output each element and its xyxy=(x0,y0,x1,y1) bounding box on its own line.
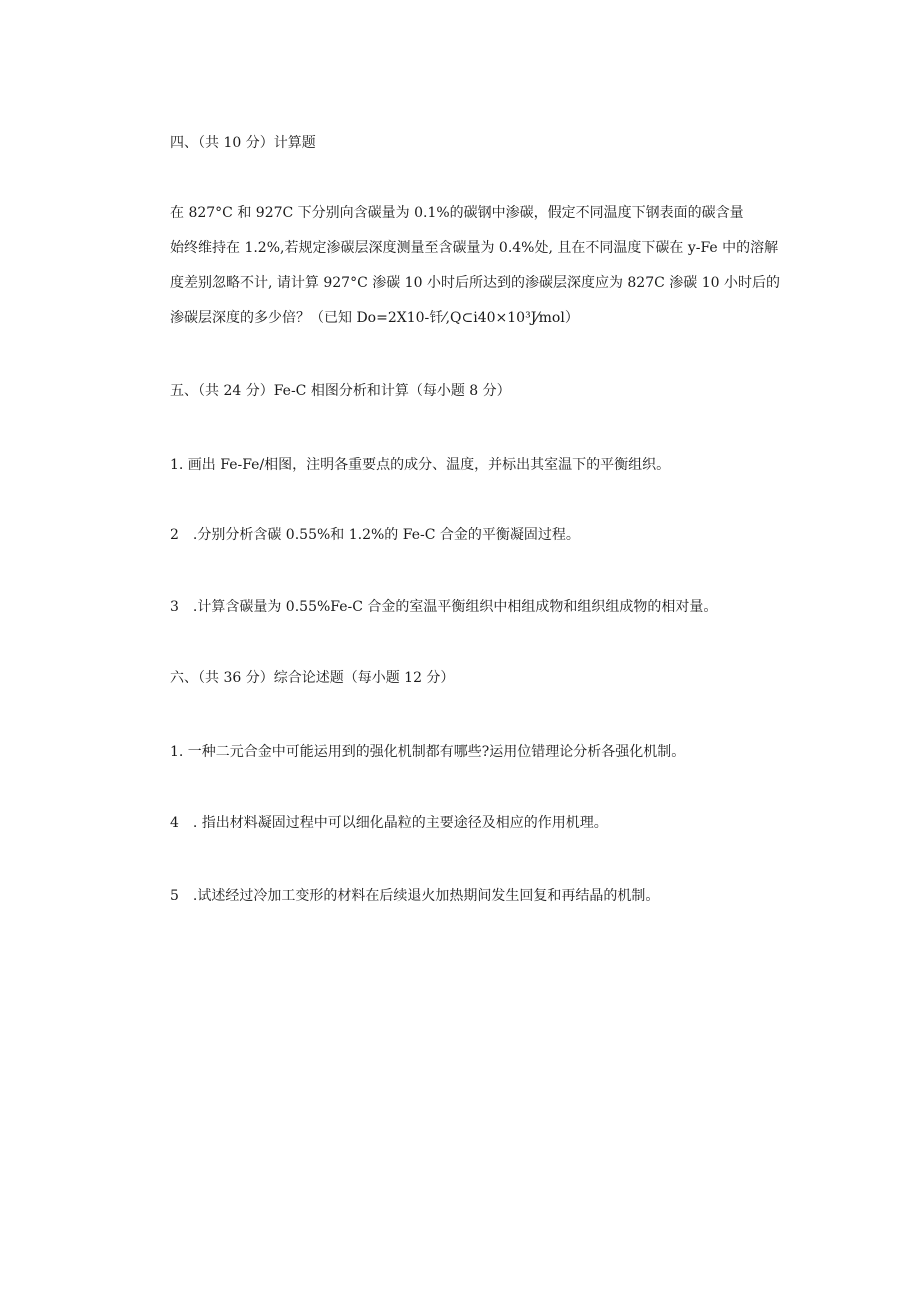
section-4-heading: 四、（共 10 分）计算题 xyxy=(170,135,316,151)
section-5-item-3: 3 .计算含碳量为 0.55%Fe-C 合金的室温平衡组织中相组成物和组织组成物的相对量。 xyxy=(170,599,718,615)
section-6-item-1: 1. 一种二元合金中可能运用到的强化机制都有哪些?运用位错理论分析各强化机制。 xyxy=(170,744,686,760)
section-5-item-1: 1. 画出 Fe-Fe/相图，注明各重要点的成分、温度，并标出其室温下的平衡组织。 xyxy=(170,457,671,473)
section-6-item-2: 4 . 指出材料凝固过程中可以细化晶粒的主要途径及相应的作用机理。 xyxy=(170,815,608,831)
section-5-item-2: 2 .分别分析含碳 0.55%和 1.2%的 Fe-C 合金的平衡凝固过程。 xyxy=(170,527,580,543)
section-4-line-2: 始终维持在 1.2%,若规定渗碳层深度测量至含碳量为 0.4%处, 且在不同温度下碳在 y-Fe 中的溶解 xyxy=(170,240,779,256)
section-5-heading: 五、（共 24 分）Fe-C 相图分析和计算（每小题 8 分） xyxy=(170,383,511,399)
section-6-heading: 六、（共 36 分）综合论述题（每小题 12 分） xyxy=(170,670,455,686)
section-6-item-3: 5 .试述经过冷加工变形的材料在后续退火加热期间发生回复和再结晶的机制。 xyxy=(170,888,660,904)
section-4-line-4: 渗碳层深度的多少倍？（已知 Do=2X10-钎⁄,Q⊂i40×10³J⁄mol） xyxy=(170,310,579,326)
section-4-question xyxy=(170,196,780,336)
section-4-line-1: 在 827°C 和 927C 下分别向含碳量为 0.1%的碳钢中渗碳，假定不同温度下钢表面的碳含量 xyxy=(170,205,744,221)
section-4-line-3: 度差别忽略不计, 请计算 927°C 渗碳 10 小时后所达到的渗碳层深度应为 827C 渗碳 10 小时后的 xyxy=(170,275,780,291)
